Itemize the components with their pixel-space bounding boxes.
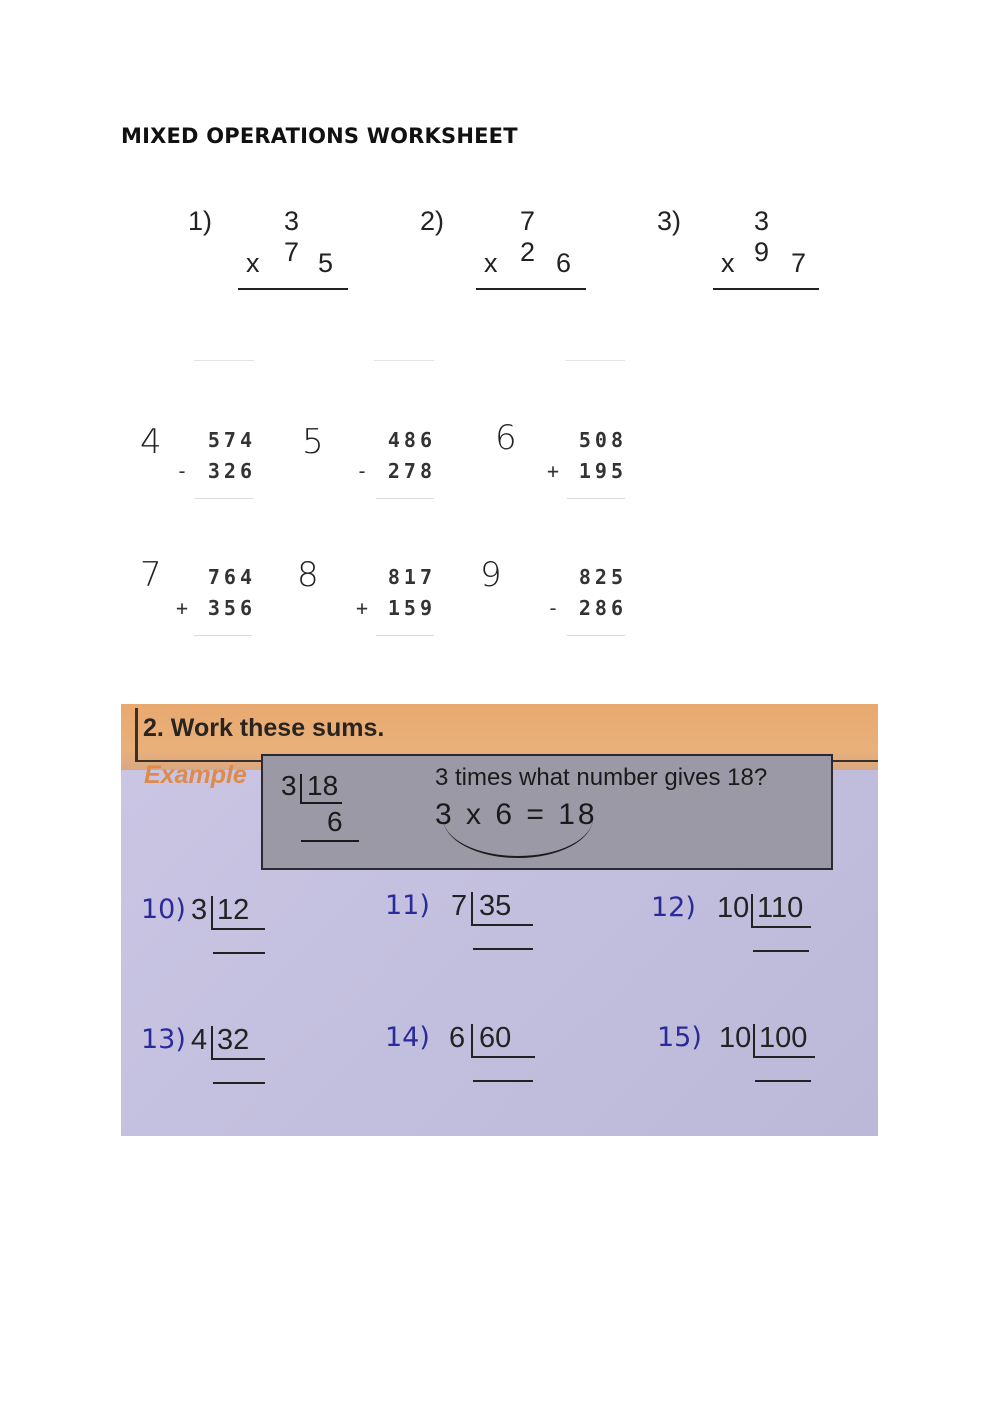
division-problem — [385, 890, 545, 960]
divisor: 4 — [191, 1024, 208, 1056]
equation-arc — [443, 816, 593, 858]
answer-line — [213, 952, 265, 954]
top-number: 508 — [578, 428, 627, 452]
problem-label: 1) — [188, 206, 213, 236]
operator: x — [484, 248, 498, 278]
multiplication-problem — [420, 206, 590, 296]
operator: + — [547, 459, 560, 483]
faint-line — [374, 360, 434, 361]
operator: x — [721, 248, 735, 278]
top-number: 486 — [387, 428, 436, 452]
handwritten-label: 4 — [140, 422, 162, 462]
dividend: 12 — [217, 894, 250, 926]
handwritten-label: 7 — [140, 555, 162, 595]
operator: x — [246, 248, 260, 278]
problem-label: 12) — [651, 892, 696, 923]
bottom-number: 356 — [207, 596, 256, 620]
divisor: 3 — [191, 894, 208, 926]
problem-label: 14) — [385, 1022, 430, 1053]
bottom-number: 195 — [578, 459, 627, 483]
dividend: 110 — [757, 892, 804, 924]
problem-label: 15) — [657, 1022, 702, 1053]
multiplicand: 7 2 — [520, 206, 548, 267]
operator: - — [547, 596, 560, 620]
example-equation: 3 x 6 = 18 — [435, 798, 598, 831]
answer-line — [476, 288, 586, 290]
handwritten-label: 6 — [495, 418, 517, 458]
multiplication-problem — [657, 206, 827, 296]
division-problem — [651, 892, 821, 962]
divisor: 10 — [719, 1022, 752, 1054]
quotient-line — [301, 840, 359, 842]
operator: - — [356, 459, 369, 483]
column-problem — [547, 428, 627, 488]
multiplier: 5 — [318, 248, 334, 278]
top-number: 574 — [207, 428, 256, 452]
division-problem — [657, 1022, 827, 1092]
example-question: 3 times what number gives 18? — [435, 764, 768, 791]
bottom-number: 278 — [387, 459, 436, 483]
bottom-number: 159 — [387, 596, 436, 620]
division-problem — [141, 1024, 291, 1094]
example-box — [261, 754, 833, 870]
faint-line — [194, 360, 254, 361]
division-problem — [141, 894, 291, 964]
problem-label: 13) — [141, 1024, 186, 1055]
multiplier: 7 — [791, 248, 807, 278]
divisor: 6 — [449, 1022, 466, 1054]
quotient: 6 — [327, 806, 343, 837]
answer-line — [755, 1080, 811, 1082]
problem-label: 3) — [657, 206, 682, 236]
top-number: 817 — [387, 565, 436, 589]
multiplicand: 3 7 — [284, 206, 312, 267]
operator: - — [176, 459, 189, 483]
problem-label: 2) — [420, 206, 445, 236]
answer-line — [213, 1082, 265, 1084]
faint-line — [565, 360, 625, 361]
answer-line — [194, 635, 252, 636]
column-problem — [176, 565, 256, 625]
answer-line — [567, 635, 625, 636]
operator: + — [176, 596, 189, 620]
bottom-number: 326 — [207, 459, 256, 483]
answer-line — [376, 498, 434, 499]
answer-line — [376, 635, 434, 636]
dividend: 60 — [479, 1022, 512, 1054]
problem-label: 10) — [141, 894, 186, 925]
example-label: Example — [144, 761, 247, 789]
column-problem — [547, 565, 627, 625]
handwritten-label: 9 — [480, 555, 502, 595]
top-number: 825 — [578, 565, 627, 589]
bottom-number: 286 — [578, 596, 627, 620]
column-problem — [356, 565, 436, 625]
dividend: 32 — [217, 1024, 250, 1056]
multiplicand: 3 9 — [754, 206, 782, 267]
dividend: 100 — [759, 1022, 808, 1054]
textbook-photo — [121, 704, 878, 1136]
multiplication-problem — [188, 206, 348, 296]
column-problem — [356, 428, 436, 488]
dividend: 18 — [307, 770, 339, 801]
divisor: 3 — [281, 770, 297, 801]
handwritten-label: 5 — [302, 422, 324, 462]
operator: + — [356, 596, 369, 620]
answer-line — [473, 948, 533, 950]
answer-line — [567, 498, 625, 499]
multiplier: 6 — [556, 248, 572, 278]
answer-line — [473, 1080, 533, 1082]
division-problem — [385, 1022, 545, 1092]
handwritten-label: 8 — [297, 555, 319, 595]
dividend: 35 — [479, 890, 512, 922]
divisor: 7 — [451, 890, 468, 922]
answer-line — [753, 950, 809, 952]
answer-line — [713, 288, 819, 290]
column-problem — [176, 428, 256, 488]
problem-label: 11) — [385, 890, 430, 921]
answer-line — [238, 288, 348, 290]
top-number: 764 — [207, 565, 256, 589]
answer-line — [195, 498, 253, 499]
section-heading: 2. Work these sums. — [143, 714, 385, 742]
worksheet-title: MIXED OPERATIONS WORKSHEET — [121, 124, 518, 148]
divisor: 10 — [717, 892, 750, 924]
